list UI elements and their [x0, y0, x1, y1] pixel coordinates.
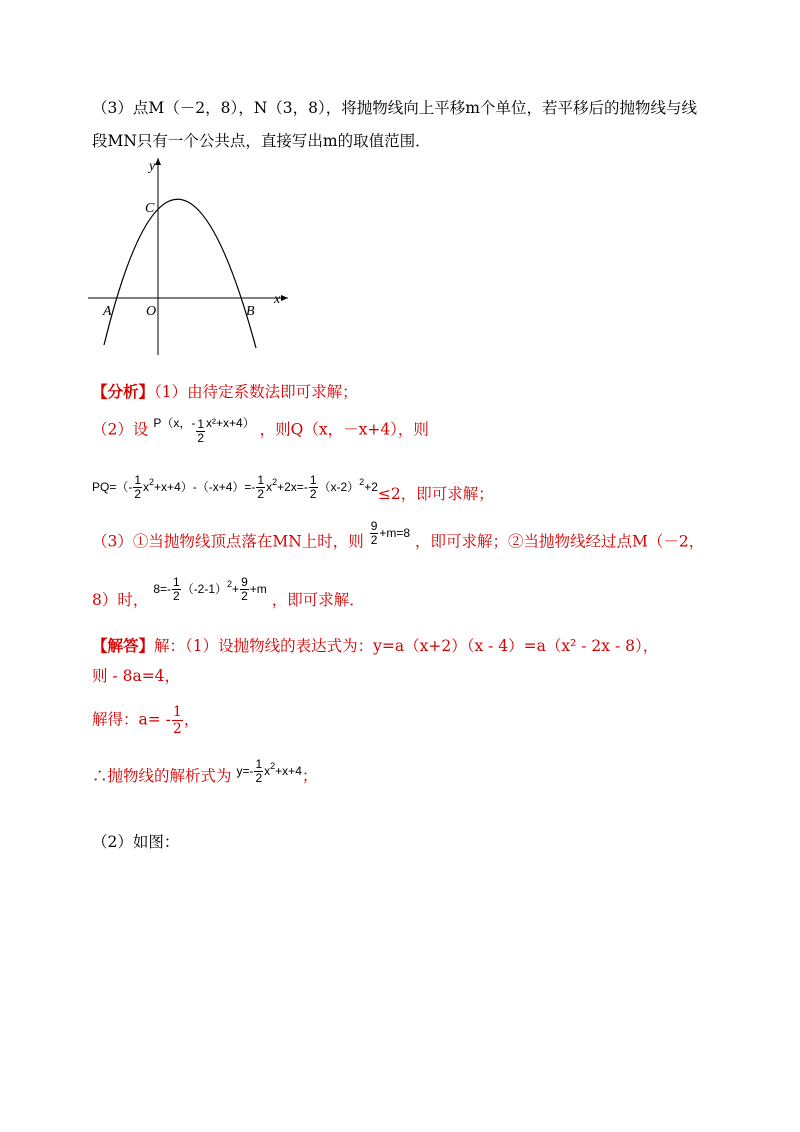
parabola-graph [88, 150, 298, 360]
solution-tag: 【解答】 [92, 636, 155, 655]
analysis-p2-prefix: （2）设 [92, 420, 149, 439]
analysis-pq-suffix: ≤2，即可求解； [377, 485, 494, 503]
analysis-line-4 [92, 519, 705, 557]
analysis-tag: 【分析】 [92, 382, 155, 401]
y-axis-arrow [155, 158, 161, 165]
solution-line-3: 解得：a= - $\frac{1}{2}$ ， [92, 704, 200, 737]
solution-line-4 [92, 757, 318, 791]
origin-label: O [146, 304, 157, 319]
x-axis-label: x [274, 292, 281, 307]
problem-line-1: （3）点M（－2，8），N（3，8），将抛物线向上平移m个单位，若平移后的抛物线与线 [92, 99, 697, 117]
analysis-p1: （1）由待定系数法即可求解； [154, 383, 358, 401]
analysis-p2-suffix: ，则Q（x，－x+4），则 [259, 420, 429, 439]
solution-line-1 [92, 636, 658, 656]
analysis-line-3 [92, 472, 494, 501]
point-a-label: A [103, 304, 112, 319]
solution-s1: 解：（1）设抛物线的表达式为：y=a（x+2）（x - 4）=a（x² - 2x - 8）， [154, 637, 659, 655]
solution-s4-suffix: ； [301, 767, 318, 785]
parabola-curve [104, 199, 256, 348]
analysis-line-2 [92, 415, 429, 445]
point-b-label: B [246, 304, 255, 319]
problem-line-2: 段MN只有一个公共点，直接写出m的取值范围． [92, 132, 431, 150]
formula-through-m: 8=- 1 2 （-2-1）2+ 9 2 +m [153, 575, 267, 604]
analysis-line-5 [92, 575, 365, 615]
formula-pq: PQ=（- $\frac{1}{2}$ $x^2+x+4)-(-x+4)=-$ $\frac{1}{2}$ $x^2+2x=-$ $\frac{1}{2}$ $(x-2)^2+2$ [92, 473, 378, 502]
solution-line-2: 则 - 8a=4， [92, 667, 181, 685]
analysis-p3-middle: ，即可求解；②当抛物线经过点M（－2， [415, 532, 705, 551]
solution-s3-prefix: 解得：a= - [92, 710, 171, 729]
solution-s4-prefix: ∴抛物线的解析式为 [92, 767, 232, 785]
formula-vertex: 9 2 +m=8 [370, 519, 411, 547]
x-axis-arrow [281, 295, 288, 301]
formula-point-p: P（x，- 1 2 x²+x+4） [153, 415, 255, 445]
analysis-p3-suffix: ，即可求解． [271, 591, 365, 609]
analysis-p3-point: 8）时， [92, 591, 149, 609]
solution-line-5: （2）如图： [92, 833, 180, 851]
solution-s3-suffix: ， [183, 710, 200, 729]
point-c-label: C [145, 201, 155, 216]
formula-parabola: y=- 1 2 x2+x+4 [236, 757, 302, 786]
y-axis-label: y [149, 159, 156, 174]
analysis-p3-prefix: （3）①当抛物线顶点落在MN上时，则 [92, 532, 364, 551]
analysis-line-1 [92, 382, 358, 402]
